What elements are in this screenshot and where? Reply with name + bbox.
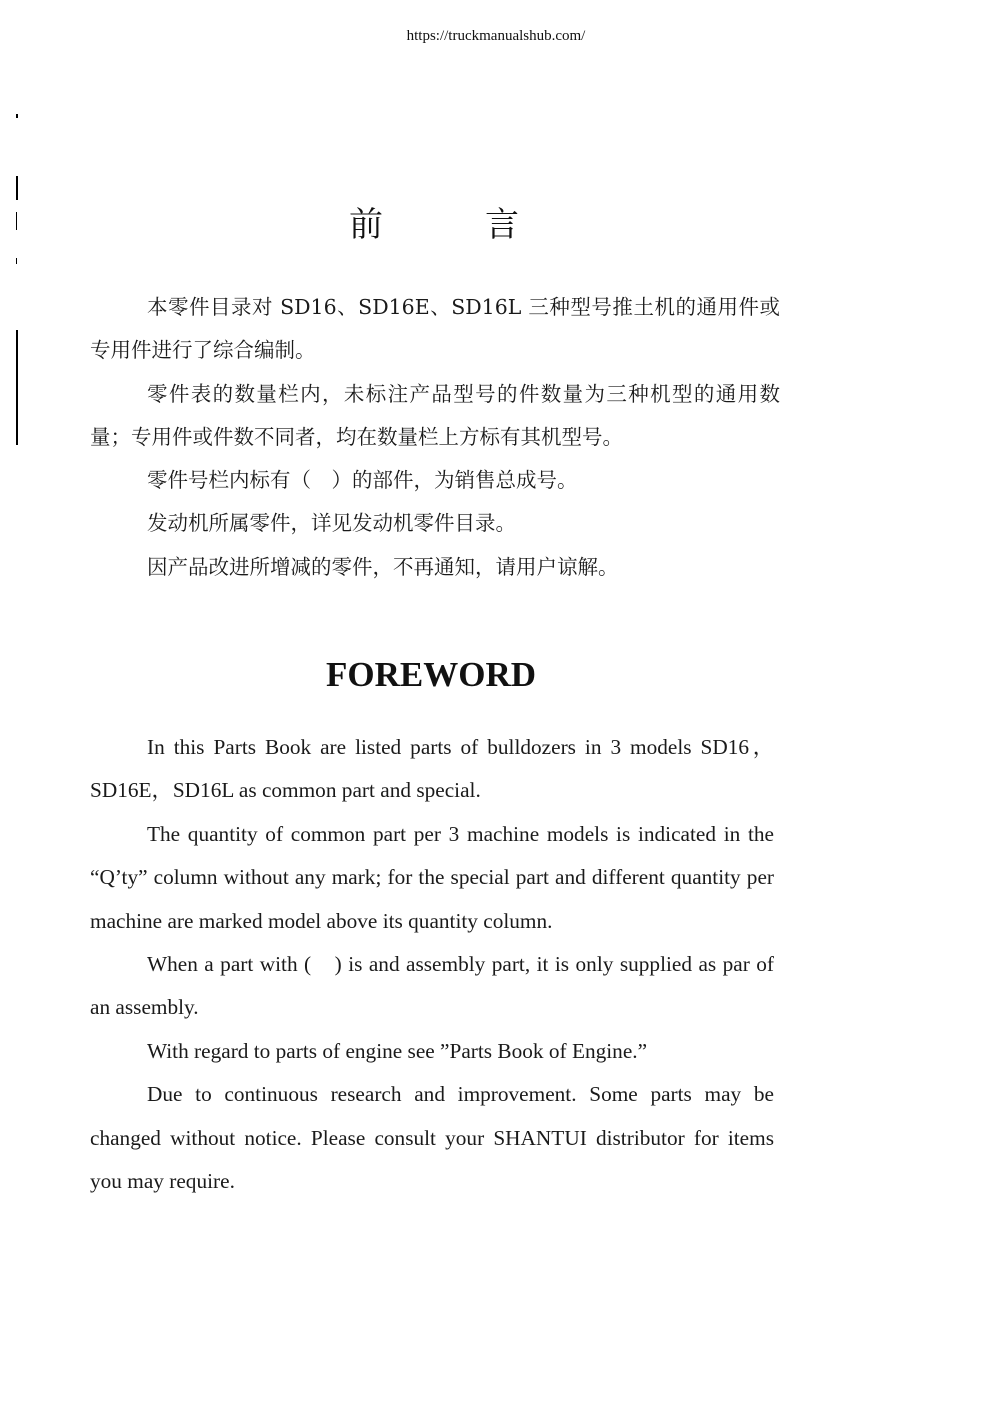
header-url: https://truckmanualshub.com/ [406,28,586,44]
foreword-title: FOREWORD [326,655,536,694]
foreword-paragraph: In this Parts Book are listed parts of bulldozers in 3 models SD16，SD16E，SD16L as common part and special. [90,735,774,803]
foreword-paragraph: Due to continuous research and improvement. Some parts may be changed without notice. Please consult your SHANTUI distributor for items you may require. [90,1082,774,1194]
foreword-paragraph: The quantity of common part per 3 machine models is indicated in the “Q’ty” column without any mark; for the special part and different quantity per machine are marked model above its quantity column. [90,821,774,933]
preface-paragraph: 发动机所属零件，详见发动机零件目录。 [147,511,516,536]
scan-mark [16,114,18,118]
preface-title-right: 言 [485,205,519,245]
preface-paragraph: 因产品改进所增减的零件，不再通知，请用户谅解。 [147,554,619,579]
foreword-paragraph: When a part with ( ) is and assembly part, it is only supplied as par of an assembly. [90,952,774,1020]
preface-paragraph: 零件号栏内标有（ ）的部件，为销售总成号。 [147,468,578,493]
scan-mark [16,176,18,200]
foreword-paragraph: With regard to parts of engine see ”Parts Book of Engine.” [147,1038,648,1063]
preface-paragraph: 零件表的数量栏内，未标注产品型号的件数量为三种机型的通用数量；专用件或件数不同者，均在数量栏上方标有其机型号。 [90,381,780,449]
scan-mark [16,330,18,445]
preface-body [90,286,780,589]
preface-paragraph: 本零件目录对 SD16、SD16E、SD16L 三种型号推土机的通用件或专用件进行了综合编制。 [90,295,780,363]
preface-title [349,205,519,245]
scan-mark [16,258,17,264]
preface-title-left: 前 [349,205,383,245]
foreword-body [90,726,774,1203]
scan-mark [16,212,17,230]
